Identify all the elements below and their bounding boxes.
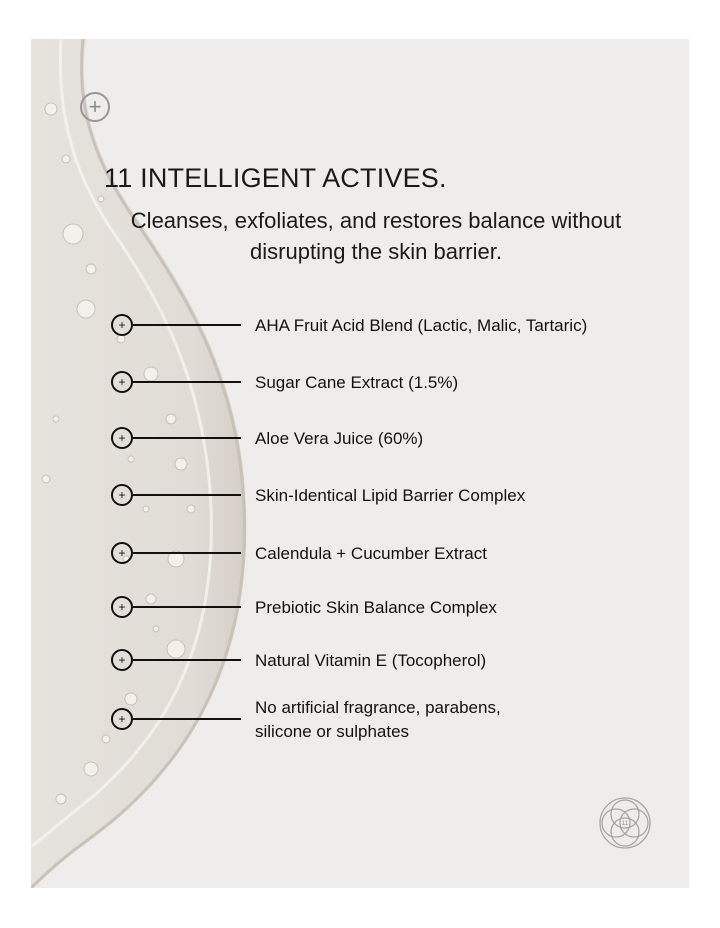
plus-icon[interactable]: + xyxy=(111,542,133,564)
connector-line xyxy=(133,437,241,439)
connector-line xyxy=(133,606,241,608)
connector-line xyxy=(133,718,241,720)
active-label: Sugar Cane Extract (1.5%) xyxy=(255,373,459,392)
active-label: No artificial fragrance, parabens, xyxy=(255,698,501,717)
plus-icon[interactable]: + xyxy=(111,314,133,336)
active-label: Calendula + Cucumber Extract xyxy=(255,544,487,563)
list-item xyxy=(31,362,689,402)
active-label: Prebiotic Skin Balance Complex xyxy=(255,598,497,617)
active-label: AHA Fruit Acid Blend (Lactic, Malic, Tartaric) xyxy=(255,316,588,335)
connector-line xyxy=(133,552,241,554)
list-item xyxy=(31,699,689,739)
connector-line xyxy=(133,381,241,383)
connector-line xyxy=(133,494,241,496)
plus-icon[interactable]: + xyxy=(111,484,133,506)
list-item xyxy=(31,305,689,345)
plus-icon[interactable]: + xyxy=(111,427,133,449)
product-panel xyxy=(31,39,689,888)
active-label: Skin-Identical Lipid Barrier Complex xyxy=(255,486,526,505)
active-label-line2: silicone or sulphates xyxy=(255,722,410,741)
seal-number: 11 xyxy=(621,821,629,827)
page-title: 11 INTELLIGENT ACTIVES. xyxy=(104,163,447,193)
list-item xyxy=(31,587,689,627)
plus-icon[interactable]: + xyxy=(111,708,133,730)
connector-line xyxy=(133,659,241,661)
list-item xyxy=(31,640,689,680)
plus-icon[interactable]: + xyxy=(111,596,133,618)
connector-line xyxy=(133,324,241,326)
plus-icon[interactable]: + xyxy=(111,371,133,393)
active-label: Aloe Vera Juice (60%) xyxy=(255,429,424,448)
plus-icon[interactable]: + xyxy=(80,92,110,122)
list-item xyxy=(31,475,689,515)
brand-seal-logo xyxy=(598,796,652,850)
active-label: Natural Vitamin E (Tocopherol) xyxy=(255,651,487,670)
page-subtitle: Cleanses, exfoliates, and restores balance without disrupting the skin barrier. xyxy=(130,208,622,264)
actives-list xyxy=(31,39,689,888)
plus-icon[interactable]: + xyxy=(111,649,133,671)
list-item xyxy=(31,418,689,458)
list-item xyxy=(31,533,689,573)
